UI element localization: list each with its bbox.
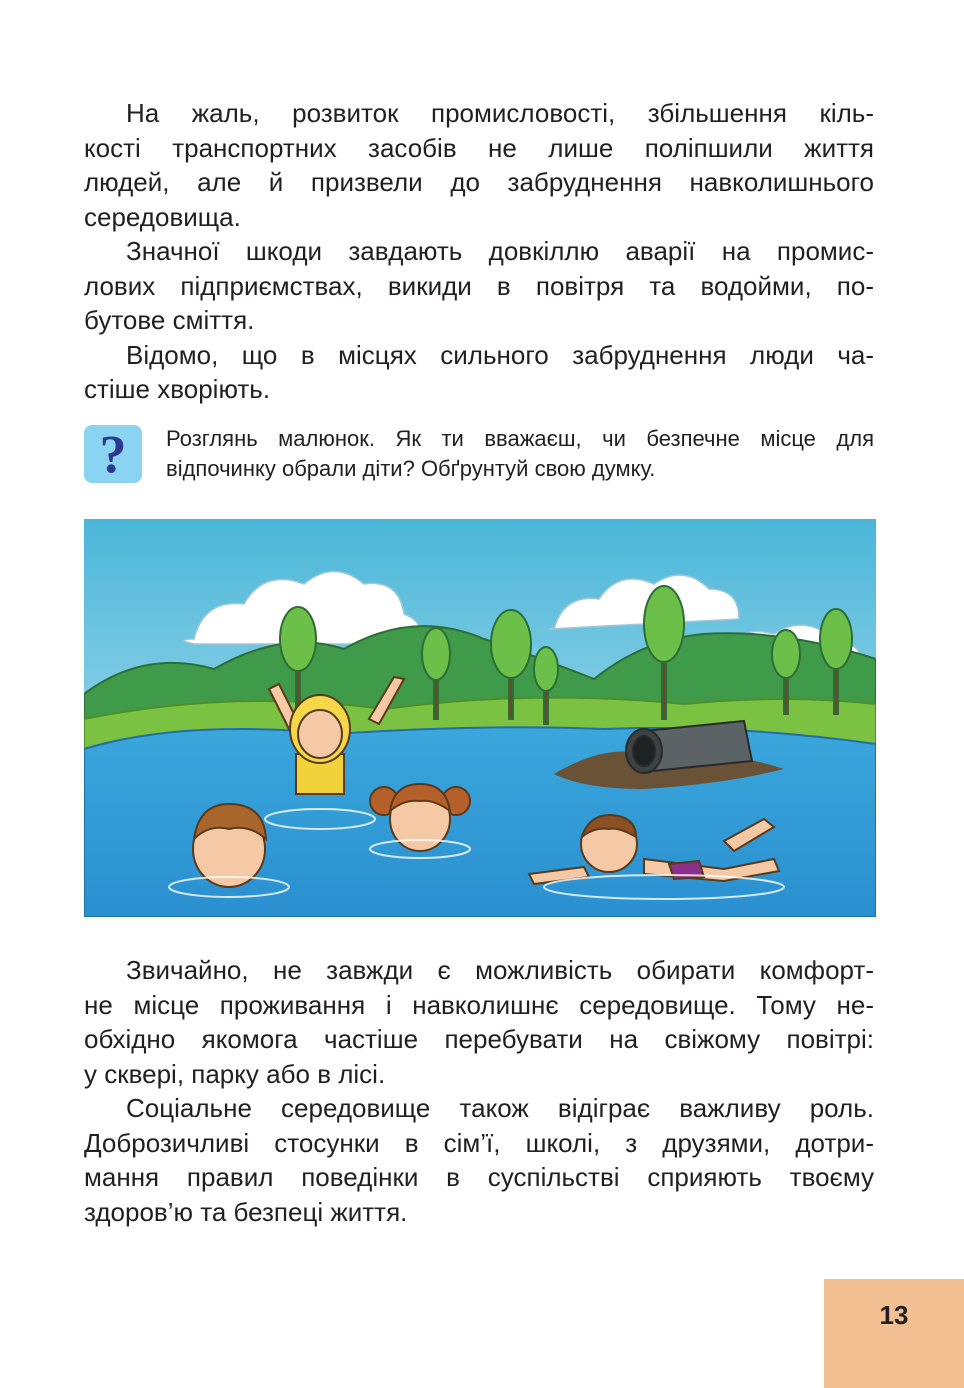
lake-scene-image (84, 519, 876, 917)
text-line: людей, але й призвели до забруднення навколишнього (84, 167, 874, 197)
text-line: Звичайно, не завжди є можливість обирати комфорт- (126, 955, 874, 985)
page-number-tab (824, 1279, 964, 1388)
illustration-children-swimming (84, 519, 876, 917)
page-number: 13 (879, 1300, 909, 1330)
paragraph (84, 338, 874, 407)
top-text-block (84, 96, 874, 407)
question-line: відпочинку обрали діти? Обґрунтуй свою думку. (166, 456, 656, 481)
question-mark-icon: ? (84, 425, 142, 483)
text-line: кості транспортних засобів не лише поліпшили життя (84, 132, 874, 163)
text-line: На жаль, розвиток промисловості, збільшення кіль- (126, 98, 874, 128)
paragraph (84, 1091, 874, 1229)
paragraph (84, 953, 874, 1091)
text-line: не місце проживання і навколишнє середовище. Тому не- (84, 989, 874, 1020)
question-box (84, 424, 874, 488)
question-text (166, 424, 874, 484)
text-line: мання правил поведінки в суспільстві сприяють твоєму (84, 1162, 874, 1192)
question-line: Розглянь малюнок. Як ти вважаєш, чи безпечне місце для (166, 426, 874, 451)
bottom-text-block (84, 953, 874, 1229)
text-line: стіше хворіють. (84, 374, 271, 404)
text-line: лових підприємствах, викиди в повітря та водойми, по- (84, 270, 874, 301)
text-line: середовища. (84, 201, 241, 232)
text-line: у сквері, парку або в лісі. (84, 1058, 386, 1089)
text-line: Відомо, що в місцях сильного забруднення люди ча- (126, 339, 874, 370)
paragraph (84, 96, 874, 234)
text-line: здоров’ю та безпеці життя. (84, 1196, 408, 1227)
text-line: Значної шкоди завдають довкіллю аварії на промис- (126, 236, 874, 266)
paragraph (84, 234, 874, 338)
text-line: бутове сміття. (84, 305, 255, 335)
text-line: Соціальне середовище також відіграє важливу роль. (126, 1093, 874, 1123)
text-line: обхідно якомога частіше перебувати на свіжому повітрі: (84, 1024, 874, 1054)
text-line: Доброзичливі стосунки в сім’ї, школі, з друзями, дотри- (84, 1127, 874, 1158)
